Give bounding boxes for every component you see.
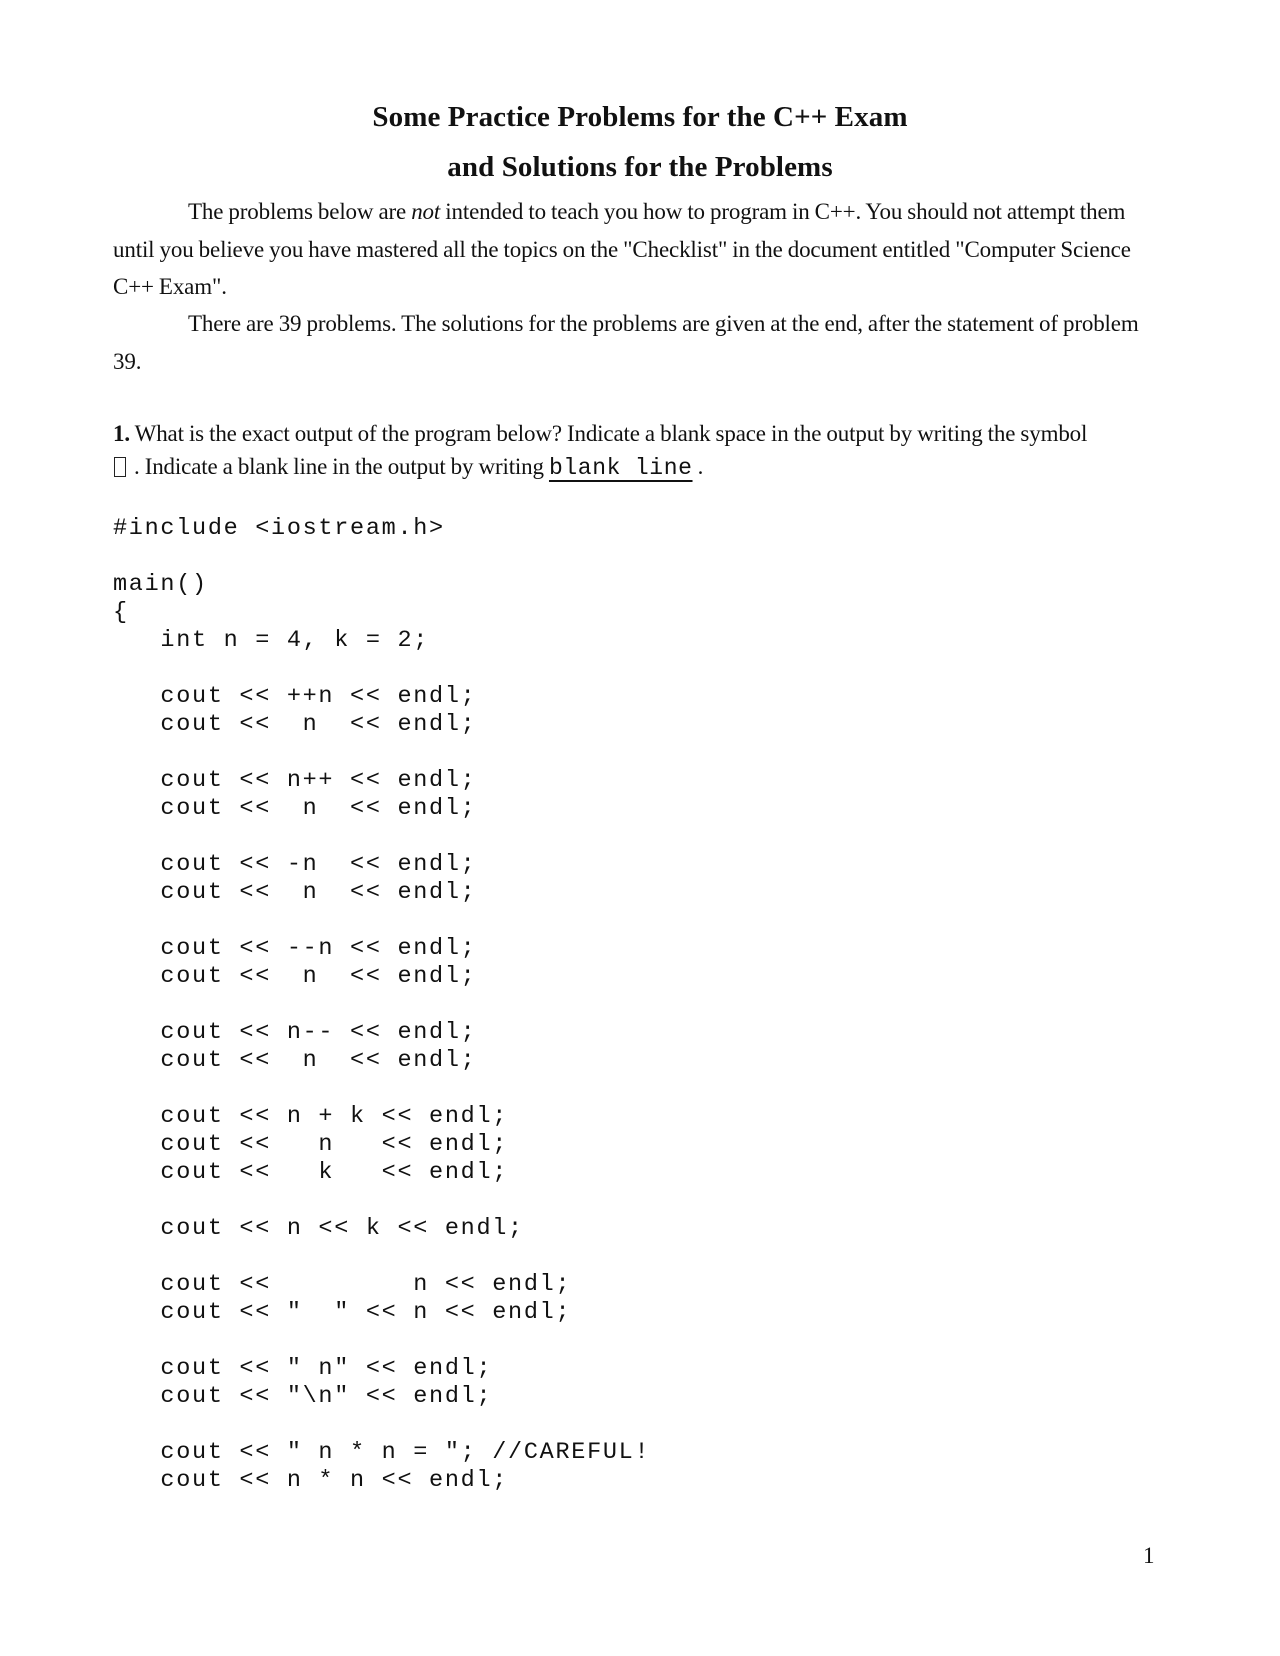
code-line: cout << "\n" << endl; bbox=[113, 1383, 493, 1410]
code-blank-line bbox=[113, 1243, 650, 1271]
code-line: cout << ++n << endl; bbox=[113, 683, 477, 710]
code-line: { bbox=[113, 599, 129, 626]
problem-1-statement bbox=[101, 417, 1161, 485]
code-line: cout << n + k << endl; bbox=[113, 1103, 509, 1130]
blank-line-token: blank line bbox=[548, 455, 693, 481]
code-blank-line bbox=[113, 1327, 650, 1355]
problem-1-text-c: . bbox=[692, 454, 704, 479]
problem-number: 1. bbox=[113, 421, 130, 446]
problem-1-text-a: What is the exact output of the program below? Indicate a blank space in the output by writing the symbol bbox=[129, 421, 1088, 446]
intro-paragraph-2: There are 39 problems. The solutions for the problems are given at the end, after the statement of problem 39. bbox=[113, 311, 1139, 374]
code-blank-line bbox=[113, 1075, 650, 1103]
code-blank-line bbox=[113, 823, 650, 851]
problem-1-text-b: . Indicate a blank line in the output by writing bbox=[134, 454, 549, 479]
page-number: 1 bbox=[1143, 1543, 1155, 1568]
code-line: cout << n * n << endl; bbox=[113, 1467, 509, 1494]
code-line: cout << n << endl; bbox=[113, 879, 477, 906]
code-line: cout << n << endl; bbox=[113, 1131, 509, 1158]
code-line: main() bbox=[113, 571, 208, 598]
problem-1-line-1 bbox=[101, 417, 1161, 450]
code-line: cout << " n" << endl; bbox=[113, 1355, 493, 1382]
code-line: cout << n-- << endl; bbox=[113, 1019, 477, 1046]
blank-space-symbol-icon bbox=[114, 457, 126, 477]
code-listing bbox=[113, 515, 650, 1495]
code-line: cout << n << endl; bbox=[113, 711, 477, 738]
intro-text-b: intended to teach you how to program in C++. You should not attempt them until you believe you have mastered all the topics on the "Checklist" in the document entitled "Computer Science C++ Exam". bbox=[113, 199, 1131, 299]
code-line: cout << " n * n = "; //CAREFUL! bbox=[113, 1439, 651, 1466]
code-blank-line bbox=[113, 543, 650, 571]
code-line: cout << n++ << endl; bbox=[113, 767, 477, 794]
code-blank-line bbox=[113, 1411, 650, 1439]
code-blank-line bbox=[113, 655, 650, 683]
code-line: cout << n << endl; bbox=[113, 1271, 572, 1298]
code-line: cout << k << endl; bbox=[113, 1159, 509, 1186]
code-blank-line bbox=[113, 739, 650, 767]
code-line: cout << n << k << endl; bbox=[113, 1215, 524, 1242]
code-line: cout << n << endl; bbox=[113, 795, 477, 822]
intro-emphasis: not bbox=[411, 199, 441, 224]
code-blank-line bbox=[113, 907, 650, 935]
code-blank-line bbox=[113, 991, 650, 1019]
intro-paragraph-1 bbox=[113, 193, 1143, 306]
code-line: cout << --n << endl; bbox=[113, 935, 477, 962]
document-title: Some Practice Problems for the C++ Exam bbox=[372, 101, 908, 133]
document-subtitle: and Solutions for the Problems bbox=[447, 151, 833, 183]
code-line: cout << n << endl; bbox=[113, 963, 477, 990]
code-line: cout << -n << endl; bbox=[113, 851, 477, 878]
problem-1-line-2 bbox=[101, 450, 1161, 485]
code-line: int n = 4, k = 2; bbox=[113, 627, 430, 654]
intro-text-a: The problems below are bbox=[188, 199, 412, 224]
code-line: #include <iostream.h> bbox=[113, 515, 445, 542]
code-blank-line bbox=[113, 1187, 650, 1215]
code-line: cout << " " << n << endl; bbox=[113, 1299, 572, 1326]
code-line: cout << n << endl; bbox=[113, 1047, 477, 1074]
